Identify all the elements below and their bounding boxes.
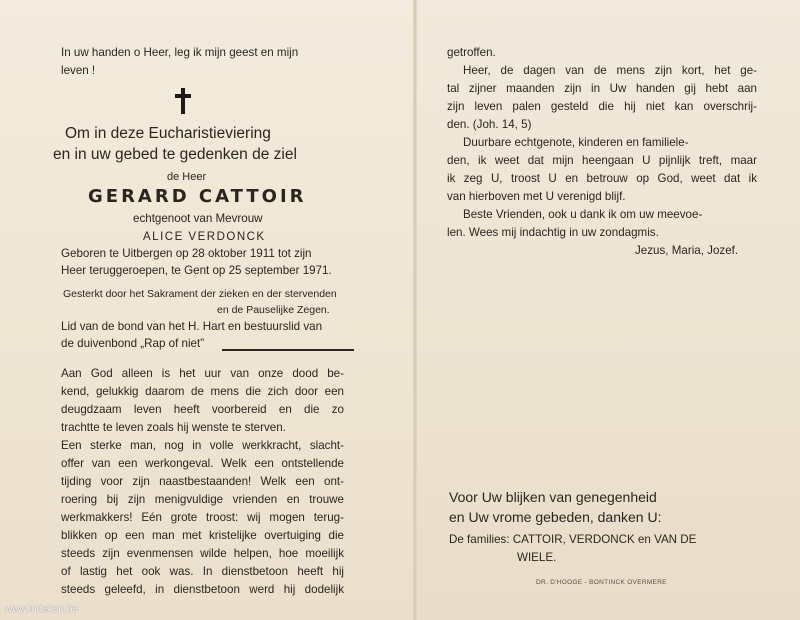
body-line: of lastig het ook was. In dienstbetoon heeft hij (61, 565, 344, 578)
intro-line-2: en in uw gebed te gedenken de ziel (53, 146, 297, 163)
body-line: blikken op een man met kristelijke overtuiging die (61, 529, 344, 542)
body-line: deugdzaam leven heeft voorbereid en die zo (61, 403, 344, 416)
watermark: www.indeken.be (5, 604, 78, 615)
friends-line: Beste Vrienden, ook u dank ik om uw meevoe- (463, 208, 703, 221)
sacraments-line-2: en de Pauselijke Zegen. (217, 304, 330, 316)
psalm-line: tal zijner maanden zijn in Uw handen gij hebt aan (447, 82, 757, 95)
honorific: de Heer (167, 171, 207, 183)
latin-cross-icon (174, 88, 192, 114)
spouse-name: ALICE VERDONCK (143, 231, 266, 243)
body-line: offer van een werkongeval. Welk een ontstellende (61, 457, 344, 470)
divider-rule (222, 349, 354, 351)
birth-line-2: Heer teruggeroepen, te Gent op 25 september 1971. (61, 264, 332, 277)
psalm-line (447, 64, 757, 78)
page-fold (413, 0, 417, 620)
body-line: Een sterke man, nog in volle werkkracht, slacht- (61, 439, 344, 452)
families-line-1: De families: CATTOIR, VERDONCK en VAN DE (449, 533, 697, 546)
body-line: kend, gelukkig daarom de mens die zich door een (61, 385, 344, 398)
psalm-line: zijn leven palen gesteld die hij niet kan overschrij- (447, 100, 757, 113)
psalm-text: Heer, de dagen van de mens zijn kort, het ge- (463, 64, 757, 77)
farewell-line: ik zeg U, troost U en betrouw op God, weet dat ik (447, 172, 757, 185)
deceased-name: GERARD CATTOIR (88, 186, 307, 207)
thanks-line-1: Voor Uw blijken van genegenheid (449, 489, 657, 505)
body-line: Aan God alleen is het uur van onze dood be- (61, 367, 344, 380)
closing-invocation: Jezus, Maria, Jozef. (635, 244, 739, 257)
thanks-line-2: en Uw vrome gebeden, danken U: (449, 509, 662, 525)
body-line: steeds zijn evenmensen wilde helpen, hoe moeilijk (61, 547, 344, 560)
body-line: trachtte te leven zoals hij wenste te sterven. (61, 421, 286, 434)
farewell-line: den, ik weet dat mijn heengaan U pijnlijk treft, maar (447, 154, 757, 167)
opening-line-1: In uw handen o Heer, leg ik mijn geest en mijn (61, 46, 299, 59)
body-line: werkmakkers! Eén grote troost: wij mogen terug- (61, 511, 344, 524)
body-line: roering bij zijn menigvuldige vrienden en trouwe (61, 493, 344, 506)
body-line: steeds geleefd, in dienstbetoon werd hij dodelijk (61, 583, 344, 596)
opening-line-2: leven ! (61, 64, 96, 77)
printer-credit: DR. D'HOOGE - BONTINCK OVERMERE (536, 579, 667, 586)
farewell-line: van hierboven met U verenigd blijf. (447, 190, 626, 203)
psalm-line: den. (Joh. 14, 5) (447, 118, 532, 131)
member-line-2: de duivenbond „Rap of niet” (61, 337, 205, 350)
body-line: tijding voor zijn naastbestaanden! Welk een ont- (61, 475, 344, 488)
birth-line-1: Geboren te Uitbergen op 28 oktober 1911 tot zijn (61, 247, 312, 260)
families-line-2: WIELE. (517, 551, 557, 564)
continuation-word: getroffen. (447, 46, 496, 59)
friends-line: len. Wees mij indachtig in uw zondagmis. (447, 226, 659, 239)
farewell-line: Duurbare echtgenote, kinderen en familiele- (463, 136, 689, 149)
spouse-label: echtgenoot van Mevrouw (133, 212, 263, 225)
intro-line-1: Om in deze Eucharistieviering (65, 125, 271, 142)
sacraments-line-1: Gesterkt door het Sakrament der zieken en der stervenden (63, 288, 337, 300)
member-line-1: Lid van de bond van het H. Hart en bestuurslid van (61, 320, 323, 333)
